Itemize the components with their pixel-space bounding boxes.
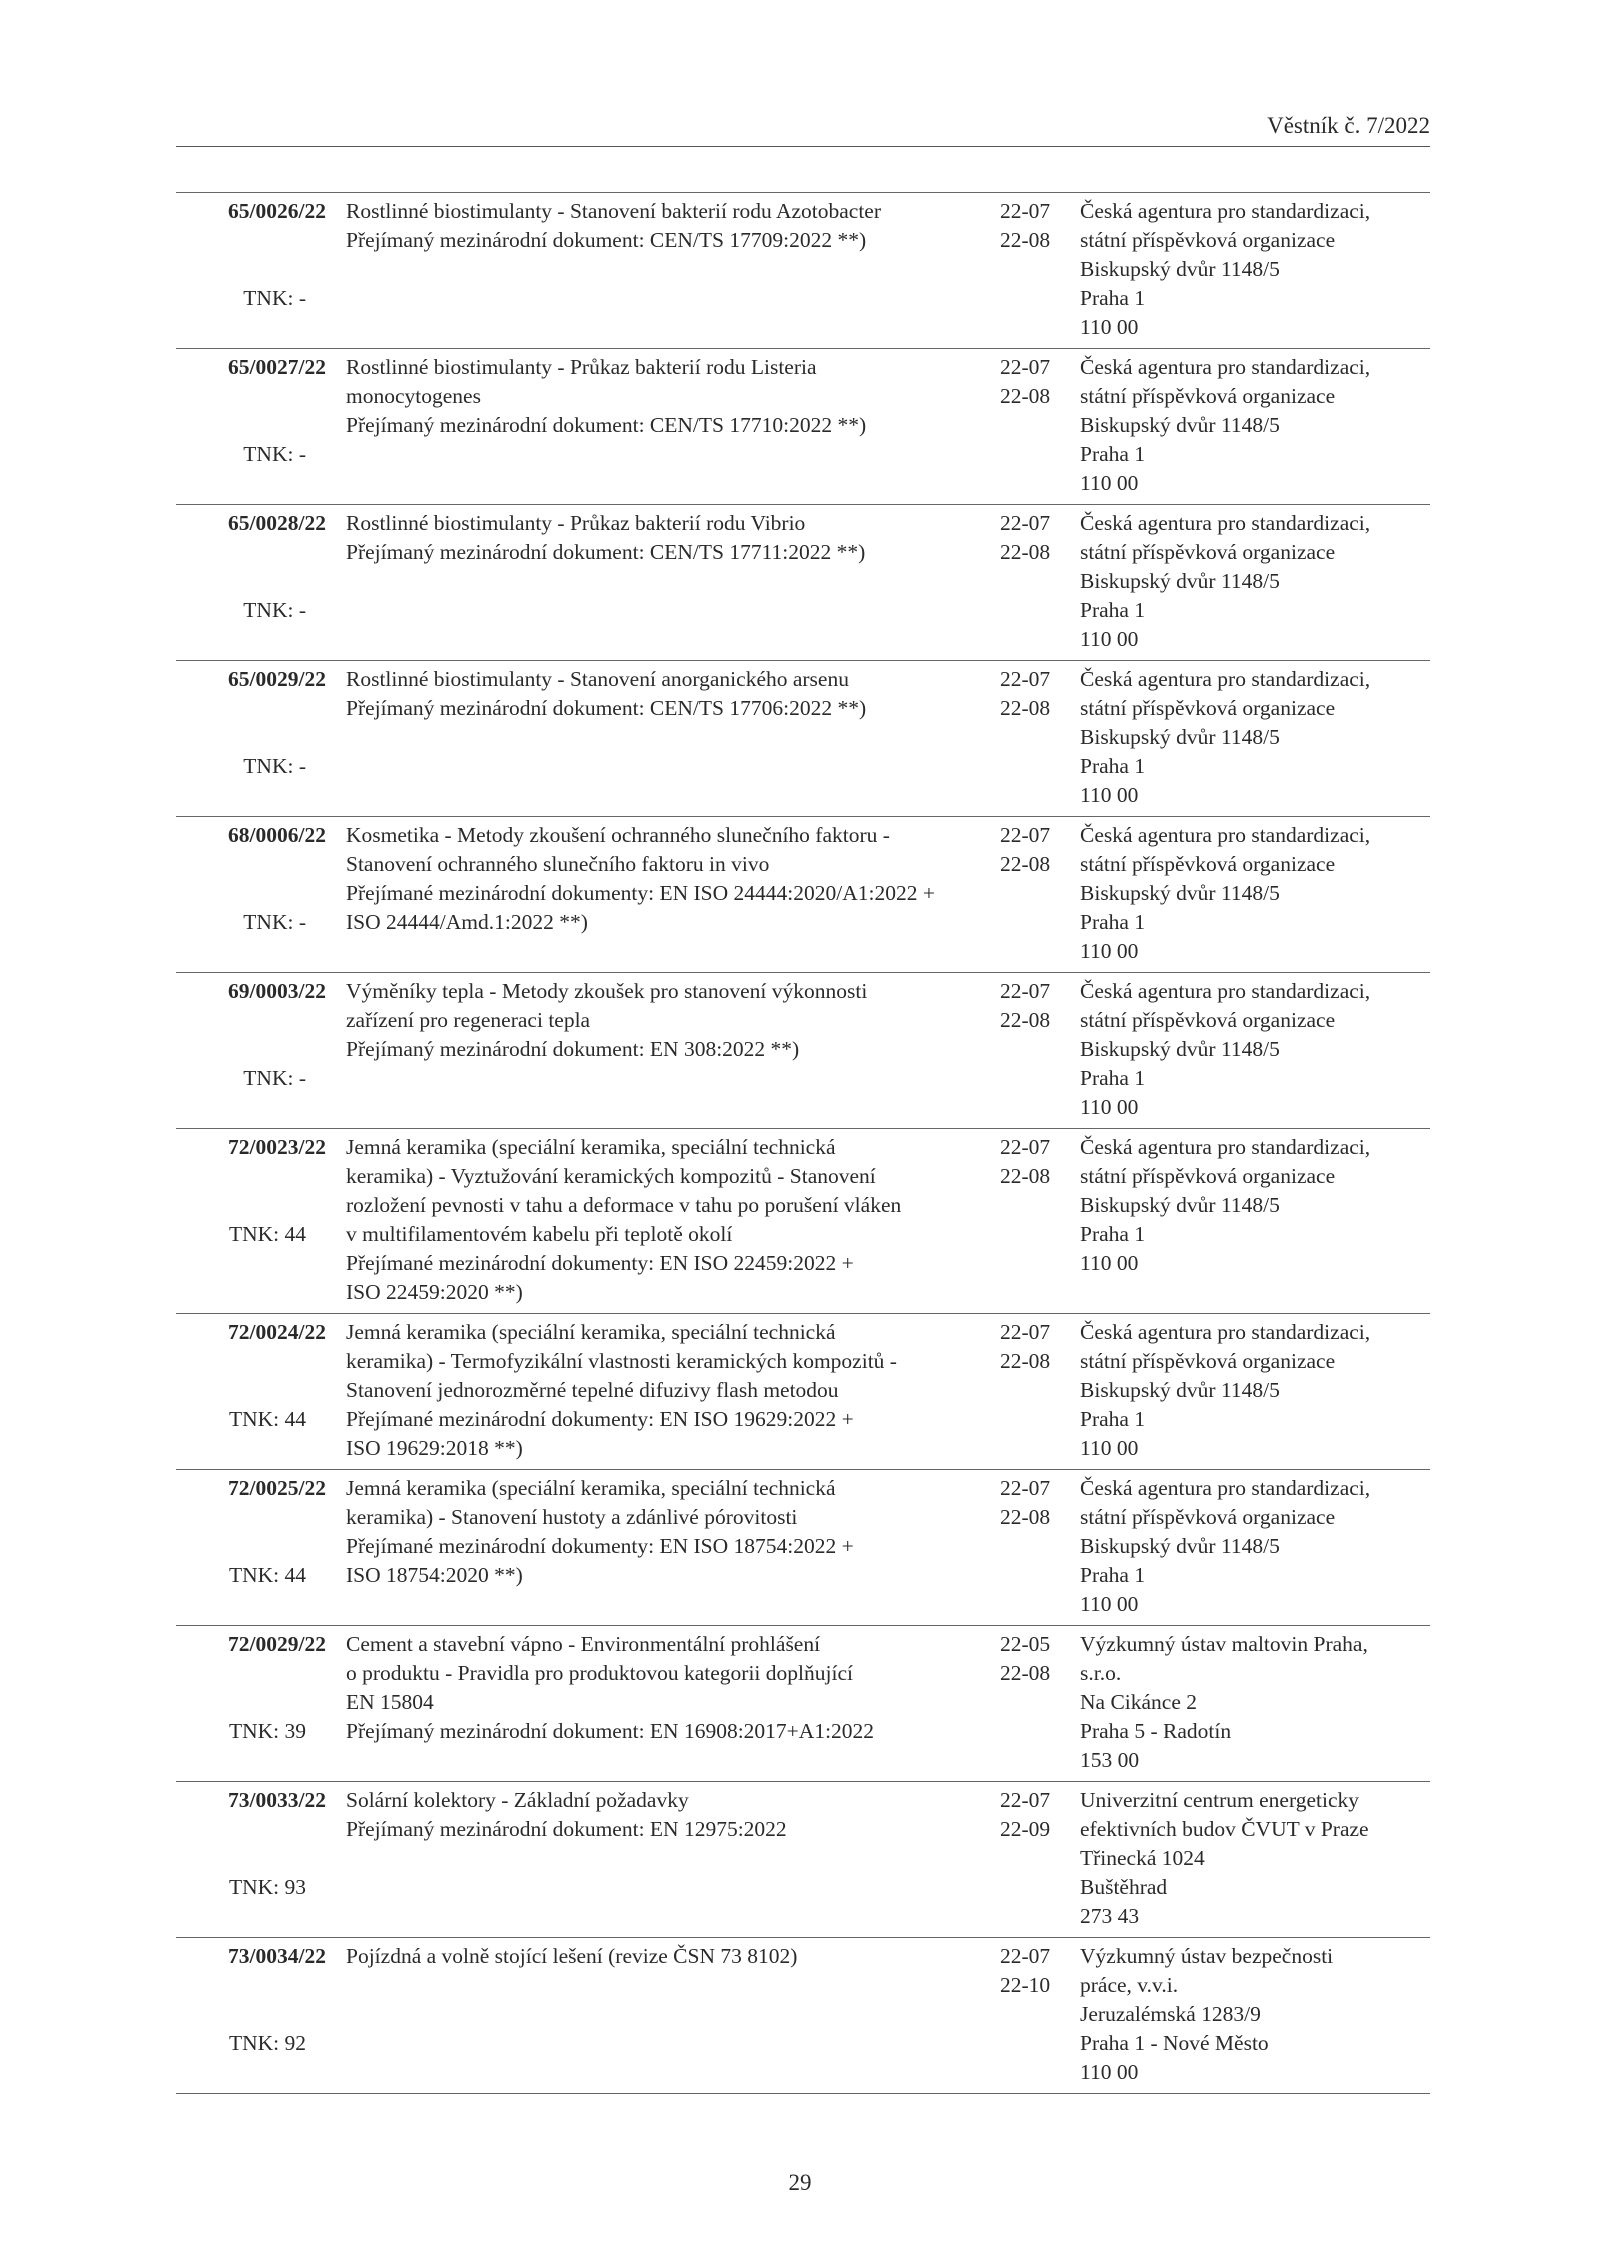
entry-dates: 22-07 22-08 <box>1000 199 1051 252</box>
entry-number: 65/0027/22 <box>228 355 326 379</box>
header-divider <box>176 146 1430 147</box>
entry-title: Solární kolektory - Základní požadavky Přejímaný mezinárodní dokument: EN 12975:2022 <box>346 1788 787 1841</box>
entry-number: 72/0025/22 <box>228 1476 326 1500</box>
entry-id-cell <box>176 1782 326 1938</box>
tnk-label: TNK: - <box>243 598 306 622</box>
entry-number: 73/0034/22 <box>228 1944 326 1968</box>
entry-number: 65/0028/22 <box>228 511 326 535</box>
entry-dates: 22-07 22-09 <box>1000 1788 1051 1841</box>
entry-title: Kosmetika - Metody zkoušení ochranného slunečního faktoru - Stanovení ochranného slunečního faktoru in vivo Přejímané mezinárodní dokumenty: EN ISO 24444:2020/A1:2022 + ISO 24444/Amd.1:2022 **) <box>346 823 935 934</box>
tnk-label: TNK: - <box>243 442 306 466</box>
entry-title: Rostlinné biostimulanty - Průkaz bakterií rodu Listeria monocytogenes Přejímaný mezinárodní dokument: CEN/TS 17710:2022 **) <box>346 355 867 437</box>
tnk-label: TNK: - <box>243 754 306 778</box>
tnk-label: TNK: - <box>243 1066 306 1090</box>
journal-issue-header: Věstník č. 7/2022 <box>1267 113 1430 138</box>
entry-title: Pojízdná a volně stojící lešení (revize ČSN 73 8102) <box>346 1944 798 1968</box>
entry-id-cell <box>176 505 326 661</box>
table-row <box>176 973 1430 1129</box>
table-row <box>176 817 1430 973</box>
entry-title: Jemná keramika (speciální keramika, speciální technická keramika) - Termofyzikální vlastnosti keramických kompozitů - Stanovení jednorozměrné tepelné difuzivy flash metodou Přejímané mezinárodní dokumenty: EN ISO 19629:2022 + ISO 19629:2018 **) <box>346 1320 897 1460</box>
entry-dates: 22-07 22-08 <box>1000 1135 1051 1188</box>
tnk-label: TNK: 39 <box>228 1719 306 1743</box>
entry-id-cell <box>176 973 326 1129</box>
entry-number: 73/0033/22 <box>228 1788 326 1812</box>
table-row <box>176 193 1430 349</box>
entry-organization: Česká agentura pro standardizaci, státní příspěvková organizace Biskupský dvůr 1148/5 Praha 1 110 00 <box>1080 1320 1371 1460</box>
entry-id-cell <box>176 1129 326 1314</box>
entry-title: Rostlinné biostimulanty - Stanovení bakterií rodu Azotobacter Přejímaný mezinárodní dokument: CEN/TS 17709:2022 **) <box>346 199 882 252</box>
entry-id-cell <box>176 1626 326 1782</box>
entry-dates: 22-05 22-08 <box>1000 1632 1051 1685</box>
entry-id-cell <box>176 1314 326 1470</box>
entry-organization: Univerzitní centrum energeticky efektivních budov ČVUT v Praze Třinecká 1024 Buštěhrad 273 43 <box>1080 1788 1369 1928</box>
table-row <box>176 505 1430 661</box>
entry-number: 72/0029/22 <box>228 1632 326 1656</box>
tnk-label: TNK: 93 <box>228 1875 306 1899</box>
entry-organization: Výzkumný ústav maltovin Praha, s.r.o. Na Cikánce 2 Praha 5 - Radotín 153 00 <box>1080 1632 1368 1772</box>
entry-organization: Česká agentura pro standardizaci, státní příspěvková organizace Biskupský dvůr 1148/5 Praha 1 110 00 <box>1080 1135 1371 1275</box>
tnk-label: TNK: - <box>243 910 306 934</box>
entry-number: 68/0006/22 <box>228 823 326 847</box>
entry-dates: 22-07 22-08 <box>1000 511 1051 564</box>
entry-id-cell <box>176 1470 326 1626</box>
table-row <box>176 1129 1430 1314</box>
tnk-label: TNK: - <box>243 286 306 310</box>
entry-organization: Česká agentura pro standardizaci, státní příspěvková organizace Biskupský dvůr 1148/5 Praha 1 110 00 <box>1080 199 1371 339</box>
entry-organization: Výzkumný ústav bezpečnosti práce, v.v.i. Jeruzalémská 1283/9 Praha 1 - Nové Město 110 00 <box>1080 1944 1334 2084</box>
table-row <box>176 1782 1430 1938</box>
entry-title: Jemná keramika (speciální keramika, speciální technická keramika) - Stanovení hustoty a zdánlivé pórovitosti Přejímané mezinárodní dokumenty: EN ISO 18754:2022 + ISO 18754:2020 **) <box>346 1476 854 1587</box>
table-row <box>176 1938 1430 2094</box>
table-row <box>176 661 1430 817</box>
entry-organization: Česká agentura pro standardizaci, státní příspěvková organizace Biskupský dvůr 1148/5 Praha 1 110 00 <box>1080 979 1371 1119</box>
standards-table-body <box>176 193 1430 2094</box>
standards-table <box>176 192 1430 2094</box>
entry-title: Cement a stavební vápno - Environmentální prohlášení o produktu - Pravidla pro produktovou kategorii doplňující EN 15804 Přejímaný mezinárodní dokument: EN 16908:2017+A1:2022 <box>346 1632 875 1743</box>
entry-id-cell <box>176 193 326 349</box>
table-row <box>176 349 1430 505</box>
entry-organization: Česká agentura pro standardizaci, státní příspěvková organizace Biskupský dvůr 1148/5 Praha 1 110 00 <box>1080 823 1371 963</box>
entry-title: Rostlinné biostimulanty - Průkaz bakterií rodu Vibrio Přejímaný mezinárodní dokument: CEN/TS 17711:2022 **) <box>346 511 866 564</box>
tnk-label: TNK: 44 <box>228 1563 306 1587</box>
table-row <box>176 1626 1430 1782</box>
entry-dates: 22-07 22-10 <box>1000 1944 1051 1997</box>
entry-title: Rostlinné biostimulanty - Stanovení anorganického arsenu Přejímaný mezinárodní dokument: CEN/TS 17706:2022 **) <box>346 667 867 720</box>
entry-number: 72/0024/22 <box>228 1320 326 1344</box>
entry-number: 72/0023/22 <box>228 1135 326 1159</box>
entry-id-cell <box>176 817 326 973</box>
tnk-label: TNK: 44 <box>228 1222 306 1246</box>
entry-dates: 22-07 22-08 <box>1000 823 1051 876</box>
entry-organization: Česká agentura pro standardizaci, státní příspěvková organizace Biskupský dvůr 1148/5 Praha 1 110 00 <box>1080 667 1371 807</box>
page-number: 29 <box>788 2170 812 2195</box>
table-row <box>176 1470 1430 1626</box>
entry-title: Jemná keramika (speciální keramika, speciální technická keramika) - Vyztužování keramických kompozitů - Stanovení rozložení pevnosti v tahu a deformace v tahu po porušení vláken v multifilamentovém kabelu při teplotě okolí Přejímané mezinárodní dokumenty: EN ISO 22459:2022 + ISO 22459:2020 **) <box>346 1135 902 1304</box>
entry-organization: Česká agentura pro standardizaci, státní příspěvková organizace Biskupský dvůr 1148/5 Praha 1 110 00 <box>1080 511 1371 651</box>
entry-number: 65/0026/22 <box>228 199 326 223</box>
tnk-label: TNK: 44 <box>228 1407 306 1431</box>
entry-dates: 22-07 22-08 <box>1000 1476 1051 1529</box>
entry-number: 69/0003/22 <box>228 979 326 1003</box>
entry-dates: 22-07 22-08 <box>1000 667 1051 720</box>
entry-id-cell <box>176 1938 326 2094</box>
entry-title: Výměníky tepla - Metody zkoušek pro stanovení výkonnosti zařízení pro regeneraci tepla Přejímaný mezinárodní dokument: EN 308:2022 **) <box>346 979 868 1061</box>
entry-dates: 22-07 22-08 <box>1000 1320 1051 1373</box>
entry-id-cell <box>176 349 326 505</box>
entry-organization: Česká agentura pro standardizaci, státní příspěvková organizace Biskupský dvůr 1148/5 Praha 1 110 00 <box>1080 1476 1371 1616</box>
table-row <box>176 1314 1430 1470</box>
entry-dates: 22-07 22-08 <box>1000 979 1051 1032</box>
entry-organization: Česká agentura pro standardizaci, státní příspěvková organizace Biskupský dvůr 1148/5 Praha 1 110 00 <box>1080 355 1371 495</box>
entry-dates: 22-07 22-08 <box>1000 355 1051 408</box>
tnk-label: TNK: 92 <box>228 2031 306 2055</box>
entry-number: 65/0029/22 <box>228 667 326 691</box>
entry-id-cell <box>176 661 326 817</box>
